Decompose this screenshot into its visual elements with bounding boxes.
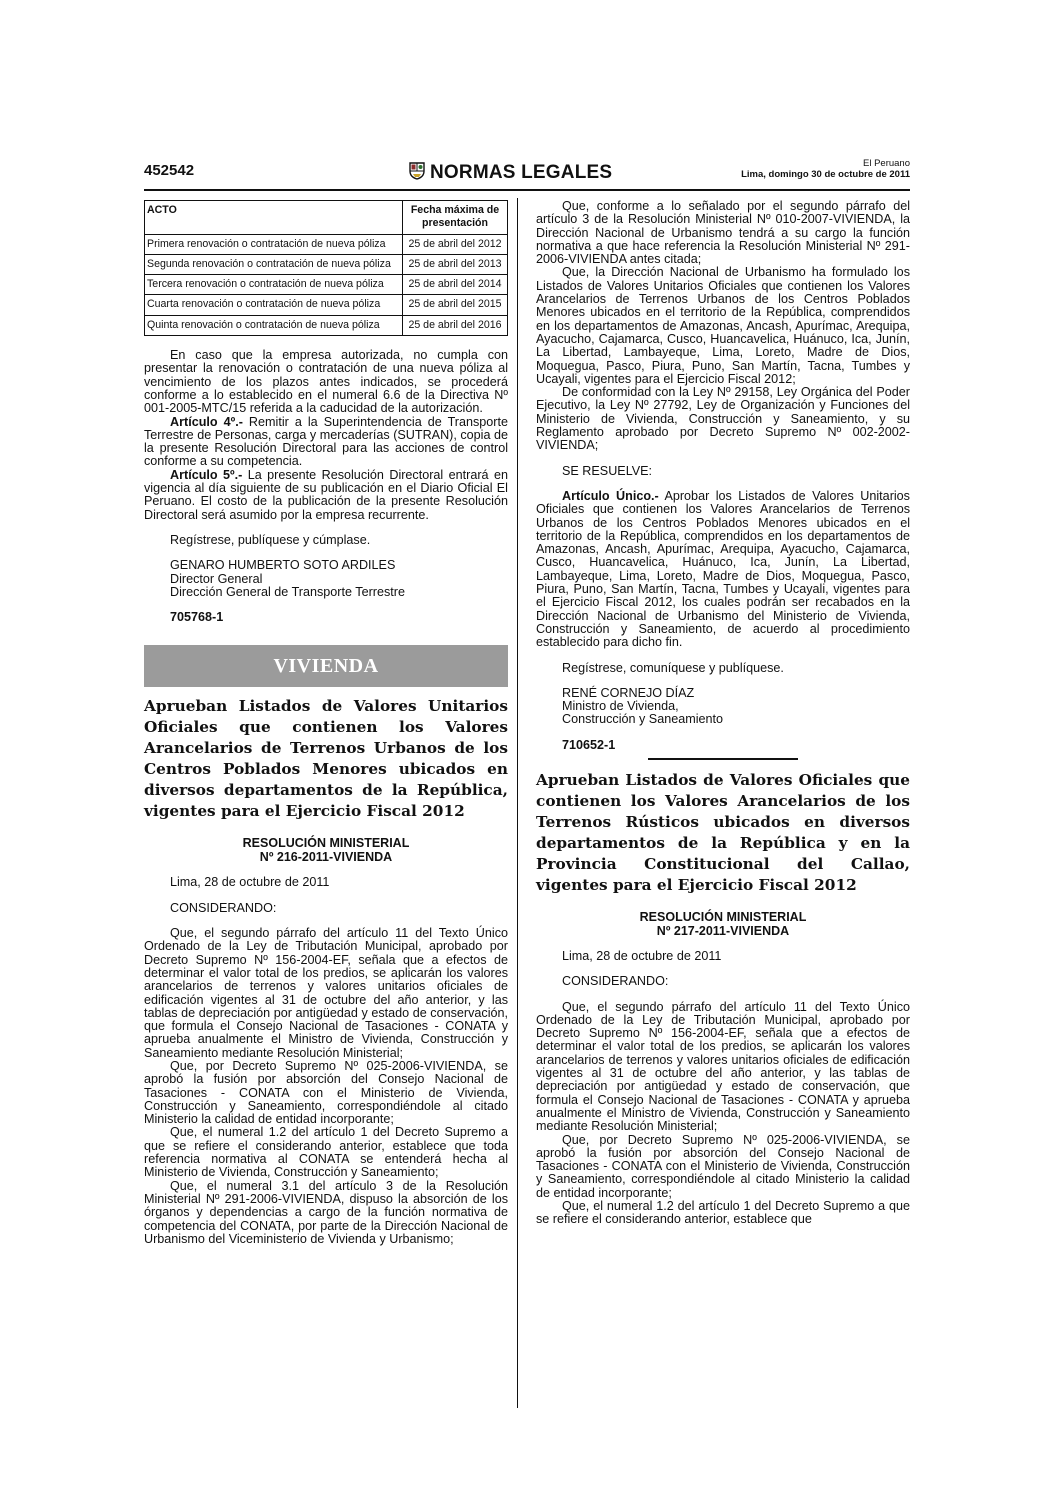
article-4: [144, 416, 508, 469]
resolution-date: Lima, 28 de octubre de 2011: [170, 875, 330, 890]
right-column: [536, 200, 910, 1227]
considerando-r1: Que, conforme a lo señalado por el segundo párrafo del artículo 3 de la Resolución Ministerial Nº 010-2007-VIVIENDA, la Dirección Nacional de Urbanismo tendrá a su cargo la función normativa a que hace referencia la Resolución Ministerial Nº 291-2006-VIVIENDA antes citada;: [536, 199, 910, 267]
considerando-label: CONSIDERANDO:: [562, 974, 669, 989]
publication-code: 710652-1: [562, 737, 616, 752]
closing-formula: Regístrese, comuníquese y publíquese.: [562, 660, 784, 675]
table-cell: Quinta renovación o contratación de nueva póliza: [145, 315, 403, 335]
signer-title: Ministro de Vivienda,: [562, 699, 679, 714]
table-header-row: [145, 201, 508, 235]
table-cell: Primera renovación o contratación de nueva póliza: [145, 234, 403, 254]
signer-title: Director General: [170, 571, 263, 586]
article-unico: [536, 490, 910, 650]
resolution-date: Lima, 28 de octubre de 2011: [562, 948, 722, 963]
considerando-1: Que, el segundo párrafo del artículo 11 del Texto Único Ordenado de la Ley de Tributación Municipal, aprobado por Decreto Supremo Nº 156-2004-EF, señala que a efectos de determinar el valor total de los predios, se aplicarán los valores arancelarios de terrenos y valores unitarios oficiales de edificación vigentes al 31 de octubre del año anterior, y las tablas de depreciación por antigüedad y estado de conservación, que formula el Consejo Nacional de Tasaciones - CONATA y aprueba anualmente el Ministro de Vivienda, Construcción y Saneamiento mediante Resolución Ministerial;: [536, 999, 910, 1134]
coat-of-arms-icon: [408, 160, 426, 186]
table-cell: 25 de abril del 2015: [403, 295, 508, 315]
considerando-2: Que, por Decreto Supremo Nº 025-2006-VIVIENDA, se aprobó la fusión por absorción del Consejo Nacional de Tasaciones - CONATA con el Ministerio de Vivienda, Construcción y Saneamiento, correspondiéndole al citado Ministerio la calidad de entidad incorporante;: [144, 1058, 508, 1127]
column-divider: [517, 198, 518, 1408]
article-4-label: Artículo 4º.-: [170, 414, 243, 429]
se-resuelve: SE RESUELVE:: [562, 463, 653, 478]
table-header-acto: ACTO: [145, 201, 403, 235]
table-header-fecha: Fecha máxima de presentación: [403, 201, 508, 235]
resolution-title: RESOLUCIÓN MINISTERIAL: [242, 836, 410, 851]
paper-date: Lima, domingo 30 de octubre de 2011: [741, 169, 910, 180]
article-unico-text: Aprobar los Listados de Valores Unitarios Oficiales que contienen los Valores Arancelarios de Terrenos Urbanos de los Centros Poblados Menores ubicados en el territorio de la República, comprendidos en los departamentos de Amazonas, Ancash, Apurímac, Arequipa, Ayacucho, Cajamarca, Cusco, Huancavelica, Huánuco, Ica, Junín, La Libertad, Lambayeque, Lima, Loreto, Madre de Dios, Moquegua, Pasco, Piura, Puno, San Martín, Tacna, Tumbes y Ucayali, vigentes para el Ejercicio Fiscal 2012, los cuales podrán ser recabados en la Dirección Nacional de Urbanismo del Ministerio de Vivienda, Construcción y Saneamiento, de acuerdo al procedimiento establecido para dicho fin.: [536, 488, 910, 650]
table-cell: Cuarta renovación o contratación de nueva póliza: [145, 295, 403, 315]
table-row: [145, 254, 508, 274]
separator-rule: [648, 758, 798, 760]
table-row: [145, 234, 508, 254]
article-5-label: Artículo 5º.-: [170, 467, 243, 482]
publication-code: 705768-1: [170, 610, 224, 625]
considerando-r3: De conformidad con la Ley Nº 29158, Ley Orgánica del Poder Ejecutivo, la Ley Nº 27792, Ley de Organización y Funciones del Ministerio de Vivienda, Construcción y Saneamiento, y su Reglamento aprobado por Decreto Supremo Nº 002-2002-VIVIENDA;: [536, 385, 910, 453]
signer-name: GENARO HUMBERTO SOTO ARDILES: [170, 558, 396, 573]
page-number: 452542: [144, 162, 195, 179]
resolution-heading: Aprueban Listados de Valores Oficiales que contienen los Valores Arancelarios de los Terrenos Rústicos ubicados en diversos departamentos de la República y en la Provincia Constitucional del Callao, vigentes para el Ejercicio Fiscal 2012: [536, 770, 910, 894]
left-column: [144, 200, 508, 1246]
table-cell: 25 de abril del 2013: [403, 254, 508, 274]
article-5: [144, 469, 508, 522]
resolution-number: Nº 216-2011-VIVIENDA: [259, 850, 393, 865]
considerando-3: Que, el numeral 1.2 del artículo 1 del Decreto Supremo a que se refiere el considerando anterior, establece que toda referencia normativa al CONATA se entenderá hecha al Ministerio de Vivienda, Construcción y Saneamiento;: [144, 1125, 508, 1180]
section-band-vivienda: VIVIENDA: [144, 645, 508, 687]
masthead: [408, 160, 628, 186]
paper-info: [740, 158, 910, 180]
renewal-table: [144, 200, 508, 336]
considerando-1: Que, el segundo párrafo del artículo 11 del Texto Único Ordenado de la Ley de Tributación Municipal, aprobado por Decreto Supremo Nº 156-2004-EF, señala que a efectos de determinar el valor total de los predios, se aplicarán los valores arancelarios de terrenos y valores unitarios oficiales de edificación vigentes al 31 de octubre del año anterior, y las tablas de depreciación por antigüedad y estado de conservación, que formula el Consejo Nacional de Tasaciones - CONATA y aprueba anualmente el Ministro de Vivienda, Construcción y Saneamiento mediante Resolución Ministerial;: [144, 926, 508, 1060]
table-cell: 25 de abril del 2014: [403, 275, 508, 295]
closing-formula: Regístrese, publíquese y cúmplase.: [170, 532, 371, 547]
resolution-number: Nº 217-2011-VIVIENDA: [656, 923, 790, 938]
signer-title: Construcción y Saneamiento: [562, 712, 724, 727]
header-rule: [144, 189, 910, 191]
table-cell: Segunda renovación o contratación de nueva póliza: [145, 254, 403, 274]
considerando-4: Que, el numeral 3.1 del artículo 3 de la Resolución Ministerial Nº 291-2006-VIVIENDA, dispuso la absorción de los órganos y dependencias a cargo de la función normativa de competencia del CONATA, por parte de la Dirección Nacional de Urbanismo del Viceministerio de Vivienda y Urbanismo;: [144, 1178, 508, 1246]
table-cell: 25 de abril del 2012: [403, 234, 508, 254]
paper-name: El Peruano: [862, 158, 910, 169]
table-row: [145, 275, 508, 295]
article-4-text: Remitir a la Superintendencia de Transporte Terrestre de Personas, carga y mercaderías (SUTRAN), copia de la presente Resolución Directoral para las acciones de control conforme a su competencia.: [144, 414, 508, 469]
signer-name: RENÉ CORNEJO DÍAZ: [562, 685, 695, 700]
article-5-text: La presente Resolución Directoral entrará en vigencia al día siguiente de su publicación en el Diario Oficial El Peruano. El costo de la publicación de la presente Resolución Directoral será asumido por la empresa recurrente.: [144, 467, 508, 522]
resolution-heading: Aprueban Listados de Valores Unitarios Oficiales que contienen los Valores Arancelarios de Terrenos Urbanos de los Centros Poblados Menores ubicados en diversos departamentos de la República, vigentes para el Ejercicio Fiscal 2012: [144, 697, 508, 821]
considerando-3: Que, el numeral 1.2 del artículo 1 del Decreto Supremo a que se refiere el considerando anterior, establece que: [536, 1199, 910, 1227]
table-row: [145, 295, 508, 315]
table-row: [145, 315, 508, 335]
table-cell: 25 de abril del 2016: [403, 315, 508, 335]
considerando-2: Que, por Decreto Supremo Nº 025-2006-VIVIENDA, se aprobó la fusión por absorción del Consejo Nacional de Tasaciones - CONATA con el Ministerio de Vivienda, Construcción y Saneamiento, correspondiéndole al citado Ministerio la calidad de entidad incorporante;: [536, 1132, 910, 1200]
paragraph-caducidad: En caso que la empresa autorizada, no cumpla con presentar la renovación o contratación de una nueva póliza al vencimiento de los plazos antes indicados, se procederá conforme a lo establecido en el numeral 6.6 de la Directiva Nº 001-2005-MTC/15 referida a la caducidad de la autorización.: [144, 348, 508, 416]
article-unico-label: Artículo Único.-: [562, 488, 659, 503]
masthead-title: NORMAS LEGALES: [430, 162, 613, 184]
table-cell: Tercera renovación o contratación de nueva póliza: [145, 275, 403, 295]
considerando-r2: Que, la Dirección Nacional de Urbanismo ha formulado los Listados de Valores Unitarios Oficiales que contienen los Valores Arancelarios de Terrenos Urbanos de los Centros Poblados Menores ubicados en el territorio de la República, comprendidos en los departamentos de Amazonas, Ancash, Apurímac, Arequipa, Ayacucho, Cajamarca, Cusco, Huancavelica, Huánuco, Ica, Junín, La Libertad, Lambayeque, Lima, Loreto, Madre de Dios, Moquegua, Pasco, Piura, Puno, San Martín, Tacna, Tumbes y Ucayali, vigentes para el Ejercicio Fiscal 2012;: [536, 265, 910, 386]
resolution-title: RESOLUCIÓN MINISTERIAL: [639, 909, 807, 924]
considerando-label: CONSIDERANDO:: [170, 900, 277, 915]
signer-office: Dirección General de Transporte Terrestre: [170, 584, 405, 599]
